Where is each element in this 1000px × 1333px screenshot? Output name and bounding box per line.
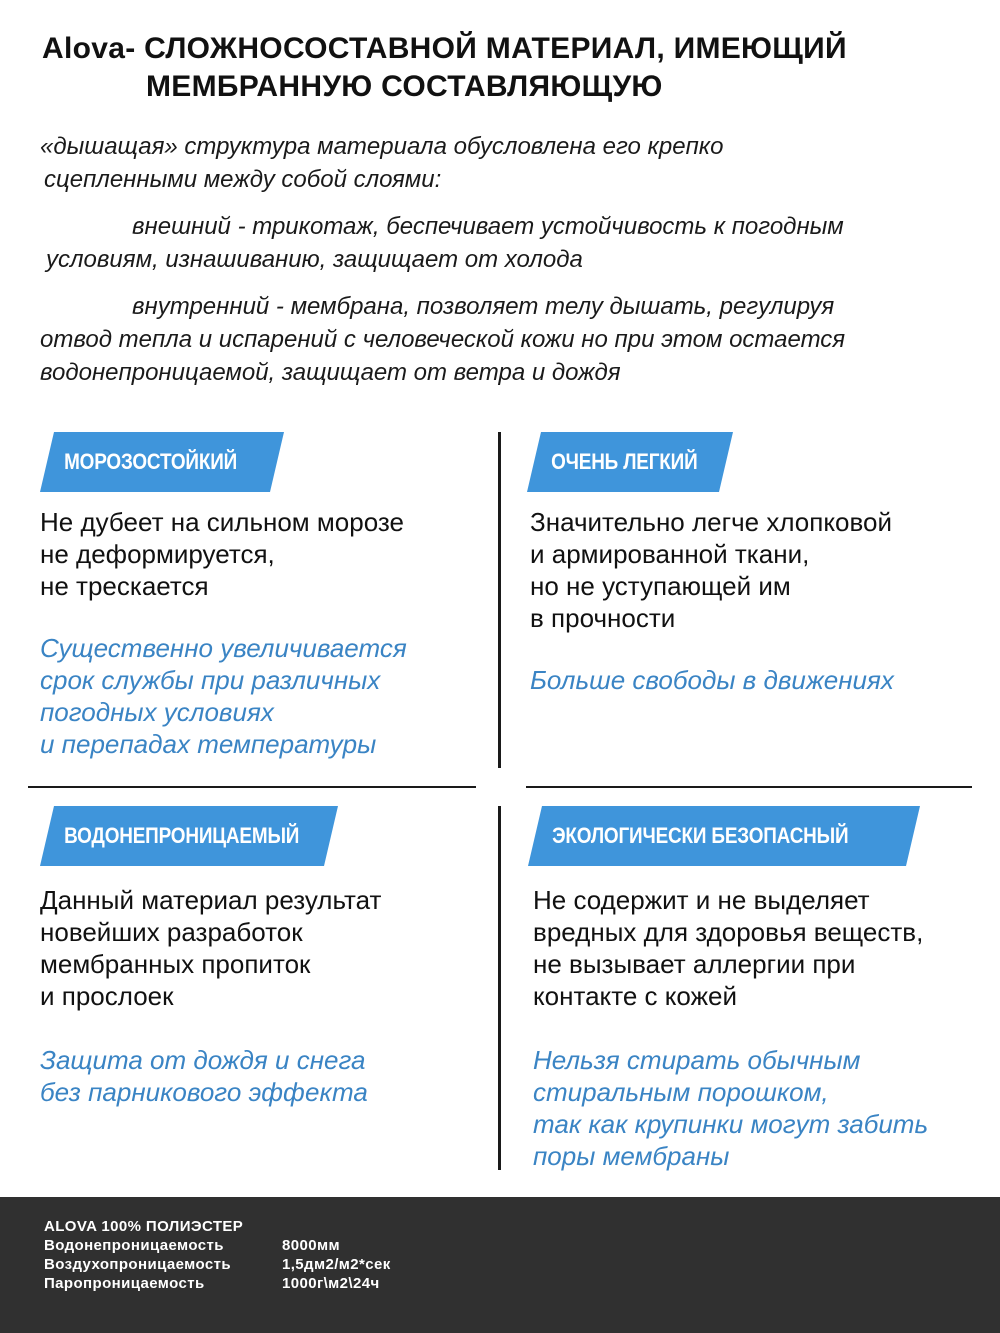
intro-paragraph-2 (40, 210, 980, 276)
description-line: но не уступающей им (530, 571, 791, 601)
benefit-line: погодных условиях (40, 697, 274, 727)
description-line: новейших разработок (40, 917, 303, 947)
spec-value: 8000мм (282, 1237, 340, 1254)
intro-line: сцепленными между собой слоями: (44, 166, 442, 193)
benefit-line: Больше свободы в движениях (530, 665, 894, 695)
intro-text (40, 130, 980, 389)
feature-benefit (530, 664, 987, 696)
feature-frost-resistant (40, 432, 500, 760)
spec-value: 1000г\м2\24ч (282, 1275, 380, 1292)
description-line: в прочности (530, 603, 676, 633)
spec-row (44, 1236, 391, 1255)
description-line: не трескается (40, 571, 209, 601)
feature-eco-safe (528, 806, 978, 1172)
feature-description (530, 506, 987, 634)
spec-label: Водонепроницаемость (44, 1237, 224, 1254)
feature-badge-label: МОРОЗОСТОЙКИЙ (64, 449, 238, 474)
feature-badge-label: ЭКОЛОГИЧЕСКИ БЕЗОПАСНЫЙ (552, 823, 849, 848)
feature-description (40, 506, 500, 602)
feature-waterproof (40, 806, 500, 1108)
description-line: не деформируется, (40, 539, 275, 569)
intro-line: водонепроницаемой, защищает от ветра и дождя (40, 359, 621, 386)
feature-benefit (40, 1044, 500, 1108)
spec-row (44, 1274, 391, 1293)
intro-line: внешний - трикотаж, беспечивает устойчивость к погодным (132, 213, 844, 240)
benefit-line: поры мембраны (533, 1141, 730, 1171)
description-line: Не содержит и не выделяет (533, 885, 870, 915)
feature-description (40, 884, 500, 1012)
benefit-line: Нельзя стирать обычным (533, 1045, 861, 1075)
spec-label: Паропроницаемость (44, 1275, 205, 1292)
spec-row (44, 1255, 391, 1274)
intro-paragraph-1 (40, 130, 980, 196)
spec-value: 1,5дм2/м2*сек (282, 1256, 391, 1273)
benefit-line: срок службы при различных (40, 665, 381, 695)
spec-label: Воздухопроницаемость (44, 1256, 231, 1273)
description-line: Данный материал результат (40, 885, 382, 915)
benefit-line: Защита от дождя и снега (40, 1045, 366, 1075)
intro-paragraph-3 (40, 290, 980, 389)
description-line: и прослоек (40, 981, 174, 1011)
feature-badge-label: ОЧЕНЬ ЛЕГКИЙ (551, 449, 698, 474)
intro-line: «дышащая» структура материала обусловлена его крепко (40, 133, 724, 160)
title-line-1: Alova- СЛОЖНОСОСТАВНОЙ МАТЕРИАЛ, ИМЕЮЩИЙ (42, 32, 847, 65)
benefit-line: так как крупинки могут забить (533, 1109, 929, 1139)
intro-line: отвод тепла и испарений с человеческой кожи но при этом остается (40, 326, 846, 353)
description-line: не вызывает аллергии при (533, 949, 856, 979)
benefit-line: стиральным порошком, (533, 1077, 829, 1107)
feature-badge (40, 806, 338, 866)
specs-block (44, 1217, 391, 1293)
feature-very-light (527, 432, 987, 696)
feature-description (533, 884, 978, 1012)
feature-benefit (533, 1044, 978, 1172)
description-line: и армированной ткани, (530, 539, 810, 569)
feature-badge (40, 432, 284, 492)
description-line: мембранных пропиток (40, 949, 311, 979)
intro-line: внутренний - мембрана, позволяет телу дышать, регулируя (132, 293, 835, 320)
benefit-line: и перепадах температуры (40, 729, 377, 759)
description-line: Не дубеет на сильном морозе (40, 507, 404, 537)
horizontal-divider-right (526, 786, 972, 788)
description-line: контакте с кожей (533, 981, 737, 1011)
specs-footer (0, 1197, 1000, 1333)
description-line: Значительно легче хлопковой (530, 507, 892, 537)
feature-badge (527, 432, 733, 492)
feature-benefit (40, 632, 500, 760)
horizontal-divider-left (28, 786, 476, 788)
feature-badge-label: ВОДОНЕПРОНИЦАЕМЫЙ (64, 823, 300, 848)
title-line-2: МЕМБРАННУЮ СОСТАВЛЯЮЩУЮ (146, 70, 663, 103)
benefit-line: без парникового эффекта (40, 1077, 368, 1107)
description-line: вредных для здоровья веществ, (533, 917, 924, 947)
page-title (42, 30, 982, 106)
specs-title: ALOVA 100% ПОЛИЭСТЕР (44, 1218, 244, 1235)
intro-line: условиям, изнашиванию, защищает от холода (46, 246, 583, 273)
feature-badge (528, 806, 920, 866)
benefit-line: Существенно увеличивается (40, 633, 407, 663)
